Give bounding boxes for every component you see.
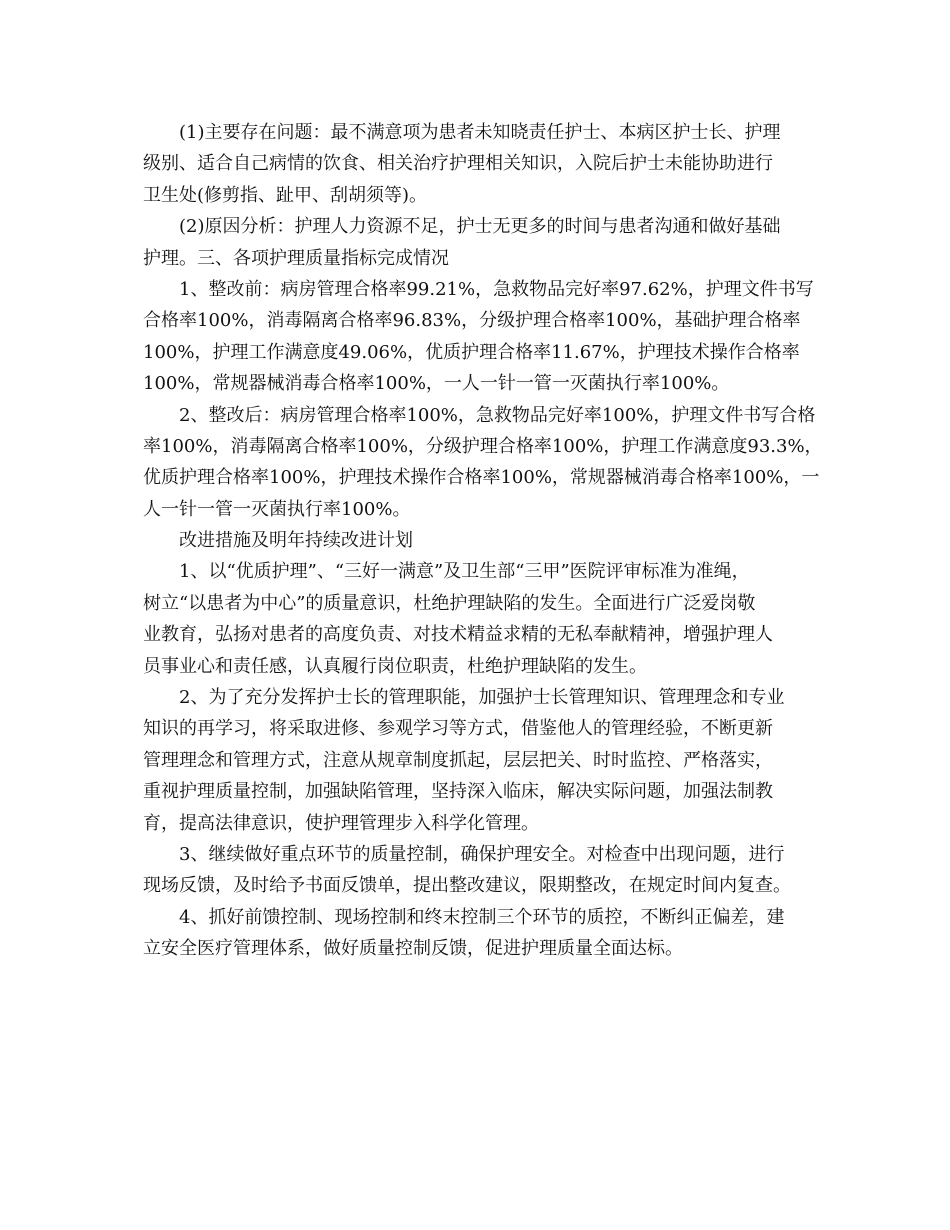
paragraph-line: 现场反馈，及时给予书面反馈单，提出整改建议，限期整改，在规定时间内复查。 [143,875,791,897]
paragraph-line: 2、整改后：病房管理合格率100%，急救物品完好率100%，护理文件书写合格 [179,404,816,426]
paragraph-line: 树立“以患者为中心”的质量意识，杜绝护理缺陷的发生。全面进行广泛爱岗敬 [143,592,756,614]
paragraph-line: 1、以“优质护理”、“三好一满意”及卫生部“三甲”医院评审标准为准绳， [179,561,750,583]
paragraph-line: 100%，常规器械消毒合格率100%，一人一针一管一灭菌执行率100%。 [143,373,730,395]
paragraph-line: 立安全医疗管理体系，做好质量控制反馈，促进护理质量全面达标。 [143,938,683,960]
paragraph-line: 2、为了充分发挥护士长的管理职能，加强护士长管理知识、管理理念和专业 [179,687,785,709]
paragraph-line: (1)主要存在问题：最不满意项为患者未知晓责任护士、本病区护士长、护理 [179,122,781,143]
paragraph-line: 护理。三、各项护理质量指标完成情况 [143,247,449,269]
paragraph-line: 知识的再学习，将采取进修、参观学习等方式，借鉴他人的管理经验，不断更新 [143,718,773,740]
paragraph-line: 4、抓好前馈控制、现场控制和终末控制三个环节的质控，不断纠正偏差，建 [179,906,785,928]
document-body [143,117,823,965]
paragraph-line: 重视护理质量控制，加强缺陷管理，坚持深入临床，解决实际问题，加强法制教 [143,781,773,803]
paragraph-line: 3、继续做好重点环节的质量控制，确保护理安全。对检查中出现问题，进行 [179,843,785,865]
paragraph-line: 100%，护理工作满意度49.06%，优质护理合格率11.67%，护理技术操作合格率 [143,341,800,363]
paragraph-line: 管理理念和管理方式，注意从规章制度抓起，层层把关、时时监控、严格落实， [143,749,773,771]
paragraph-line: 合格率100%，消毒隔离合格率96.83%，分级护理合格率100%，基础护理合格率 [143,310,801,332]
paragraph-line: 员事业心和责任感，认真履行岗位职责，杜绝护理缺陷的发生。 [143,655,647,677]
section-heading: 改进措施及明年持续改进计划 [179,530,413,552]
paragraph-line: 级别、适合自己病情的饮食、相关治疗护理相关知识，入院后护士未能协助进行 [143,153,773,175]
paragraph-line: 优质护理合格率100%，护理技术操作合格率100%，常规器械消毒合格率100%，一 [143,467,820,489]
paragraph-line: 育，提高法律意识，使护理管理步入科学化管理。 [143,812,539,834]
paragraph-line: (2)原因分析：护理人力资源不足，护士无更多的时间与患者沟通和做好基础 [179,216,781,238]
paragraph-line: 率100%，消毒隔离合格率100%，分级护理合格率100%，护理工作满意度93.3%， [143,435,823,457]
paragraph-line: 卫生处(修剪指、趾甲、刮胡须等)。 [143,184,428,206]
paragraph-line: 人一针一管一灭菌执行率100%。 [143,498,411,520]
paragraph-line: 1、整改前：病房管理合格率99.21%，急救物品完好率97.62%，护理文件书写 [179,278,814,300]
paragraph-line: 业教育，弘扬对患者的高度负责、对技术精益求精的无私奉献精神，增强护理人 [143,624,773,646]
